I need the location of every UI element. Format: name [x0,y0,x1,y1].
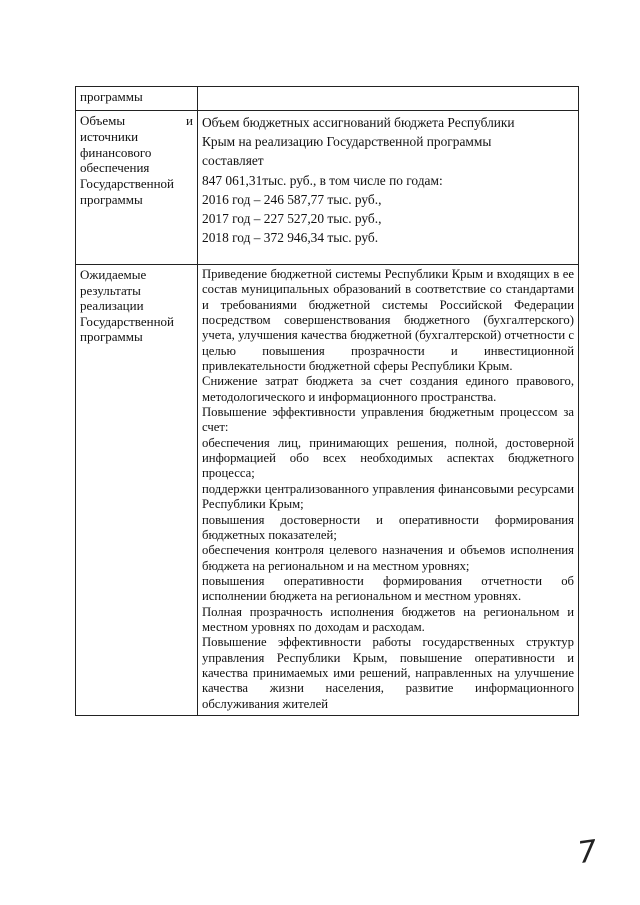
label-line: и [186,113,193,128]
page-number: 7 [575,833,600,872]
value-line: 2016 год – 246 587,77 тыс. руб., [202,191,382,207]
label-line: Ожидаемые [80,267,147,282]
label-line: программы [80,191,143,207]
label-line: источники [80,128,139,144]
row-label-cell [76,87,198,111]
result-paragraph: поддержки централизованного управления финансовыми ресурсами Республики Крым; [202,481,574,512]
table-row [76,111,579,265]
label-first-line [80,113,193,129]
value-line: 847 061,31тыс. руб., в том числе по годам: [202,172,443,188]
result-paragraph: Полная прозрачность исполнения бюджетов на региональном и местном уровнях по доходам и расходам. [202,604,574,634]
result-paragraph: обеспечения контроля целевого назначения и объемов исполнения бюджета на региональном и на местном уровнях; [202,543,574,573]
row-value-cell [198,111,579,265]
result-paragraph: повышения достоверности и оперативности формирования бюджетных показателей; [202,512,574,542]
result-paragraph: Повышение эффективности управления бюджетным процессом за счет: [202,405,574,435]
row-label-cell [76,265,198,716]
row-value-cell [198,265,579,716]
row-label-cell [76,111,198,265]
label-line: реализации [80,298,144,314]
value-line: 2017 год – 227 527,20 тыс. руб., [202,211,382,227]
table-row [76,87,579,111]
program-passport-table [75,86,579,716]
result-paragraph: Снижение затрат бюджета за счет создания единого правового, методологического и информационного пространства. [202,374,574,404]
row-value-cell [198,87,579,111]
value-line: 2018 год – 372 946,34 тыс. руб. [202,230,379,246]
label-line: Государственной [80,313,175,329]
value-line: составляет [202,153,264,169]
label-line: результаты [80,282,141,298]
label-line: Государственной [80,176,175,192]
result-paragraph: повышения оперативности формирования отчетности об исполнении бюджета на региональном и местном уровнях. [202,573,574,604]
label-line: обеспечения [80,160,150,176]
result-paragraph: Приведение бюджетной системы Республики Крым и входящих в ее состав муниципальных образований в соответствие со стандартами и требованиями бюджетной системы Российской Федерации посредством совершенствования бюджетного (бухгалтерского) учета, улучшения качества бюджетной (бухгалтерской) отчетности с целью повышения прозрачности и инвестиционной привлекательности бюджетной сферы Республики Крым. [202,267,574,374]
result-paragraph: обеспечения лиц, принимающих решения, полной, достоверной информацией обо всех необходимых аспектах бюджетного процесса; [202,435,574,481]
row-label: программы [80,89,143,104]
result-paragraph: Повышение эффективности работы государственных структур управления Республики Крым, повышение оперативности и качества принимаемых ими решений, направленных на улучшение качества жизни населения, развитие информационного обслуживания жителей [202,635,574,711]
label-line: программы [80,329,143,345]
label-line: Объемы [80,113,126,128]
value-line: Объем бюджетных ассигнований бюджета Республики [202,115,515,130]
value-line: Крым на реализацию Государственной программы [202,134,492,150]
label-line: финансового [80,144,152,160]
table-row [76,265,579,716]
